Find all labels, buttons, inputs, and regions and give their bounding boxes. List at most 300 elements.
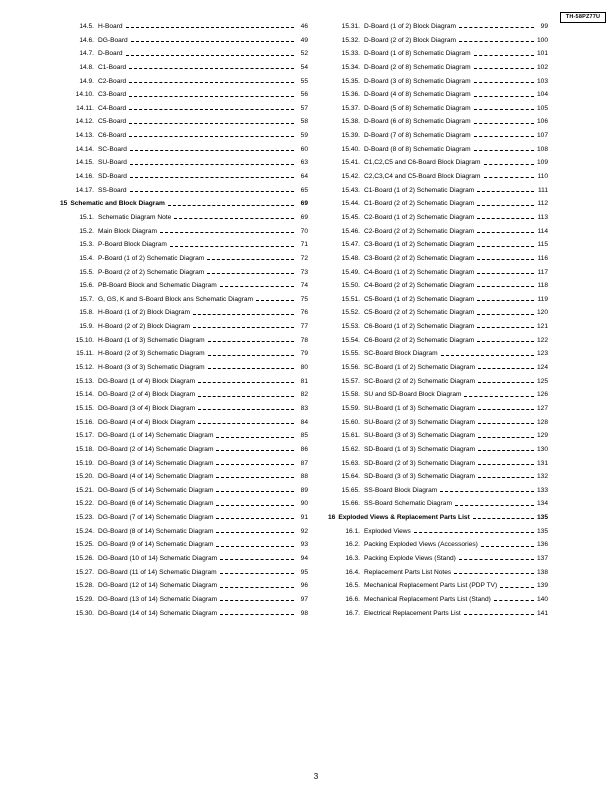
dotted-leader: [477, 246, 534, 247]
toc-entry-number: 15.10.: [75, 336, 94, 344]
toc-entry-page: 104: [536, 91, 548, 99]
dotted-leader: [477, 232, 534, 233]
toc-entry-number: 15.16.: [75, 418, 94, 426]
toc-entry-page: 115: [537, 241, 548, 249]
toc-entry: [328, 225, 548, 239]
toc-entry-page: 117: [537, 268, 548, 276]
toc-entry-page: 97: [300, 595, 308, 603]
toc-entry-page: 59: [300, 132, 308, 140]
toc-entry-title: DG-Board (2 of 4) Block Diagram: [98, 391, 196, 399]
toc-entry-number: 15.27.: [75, 568, 94, 576]
toc-entry-page: 57: [300, 104, 308, 112]
toc-entry: [60, 443, 308, 457]
toc-entry: [60, 170, 308, 184]
toc-entry: [60, 102, 308, 116]
toc-entry-number: 15.33.: [341, 50, 360, 58]
toc-entry-title: DG-Board (6 of 14) Schematic Diagram: [98, 500, 214, 508]
toc-entry-page: 141: [536, 609, 548, 617]
toc-entry-page: 139: [536, 582, 548, 590]
toc-entry: [328, 88, 548, 102]
toc-entry-number: 16.1.: [345, 527, 360, 535]
toc-entry-number: 15.32.: [341, 36, 360, 44]
toc-entry-number: 16.6.: [345, 595, 360, 603]
toc-entry-number: 15.40.: [341, 145, 360, 153]
dotted-leader: [477, 259, 534, 260]
toc-entry-number: 15.38.: [341, 118, 360, 126]
toc-entry-page: 69: [300, 213, 308, 221]
dotted-leader: [474, 68, 534, 69]
toc-entry-page: 65: [300, 186, 308, 194]
dotted-leader: [130, 150, 294, 151]
toc-entry-title: Main Block Diagram: [98, 227, 157, 235]
dotted-leader: [131, 41, 294, 42]
dotted-leader: [477, 327, 534, 328]
dotted-leader: [220, 286, 294, 287]
toc-entry-number: 15.28.: [75, 582, 94, 590]
toc-entry: [328, 197, 548, 211]
toc-entry-page: 98: [300, 609, 308, 617]
toc-entry-page: 120: [536, 309, 548, 317]
toc-entry-page: 118: [537, 282, 548, 290]
toc-entry-number: 15.59.: [341, 404, 360, 412]
toc-entry-title: SS-Board Schematic Diagram: [364, 500, 452, 508]
toc-entry-title: SU and SD-Board Block Diagram: [364, 391, 462, 399]
toc-entry-title: DG-Board (5 of 14) Schematic Diagram: [98, 486, 214, 494]
toc-entry-page: 72: [300, 254, 308, 262]
toc-entry-number: 15.66.: [341, 500, 360, 508]
toc-entry-number: 15.41.: [341, 159, 360, 167]
dotted-leader: [220, 573, 294, 574]
toc-entry-page: 92: [300, 527, 308, 535]
toc-entry: [328, 293, 548, 307]
toc-entry-title: DG-Board (2 of 14) Schematic Diagram: [98, 445, 214, 453]
toc-entry-number: 16.3.: [345, 554, 360, 562]
toc-entry: [328, 20, 548, 34]
toc-entry-page: 78: [300, 336, 308, 344]
toc-entry-title: D-Board (1 of 8) Schematic Diagram: [364, 50, 471, 58]
dotted-leader: [129, 68, 294, 69]
toc-entry-page: 64: [300, 173, 308, 181]
toc-entry-number: 15.44.: [341, 200, 360, 208]
toc-entry-title: DG-Board (14 of 14) Schematic Diagram: [98, 609, 218, 617]
toc-entry: [60, 347, 308, 361]
toc-entry-title: DG-Board (11 of 14) Schematic Diagram: [98, 568, 217, 576]
toc-entry-page: 77: [300, 323, 308, 331]
toc-entry-title: Mechanical Replacement Parts List (Stand): [364, 595, 491, 603]
toc-entry-page: 96: [300, 582, 308, 590]
toc-entry-number: 15.14.: [75, 391, 94, 399]
toc-entry-number: 15.7.: [79, 295, 94, 303]
toc-entry-title: DG-Board (4 of 14) Schematic Diagram: [98, 473, 214, 481]
toc-entry-number: 14.9.: [79, 77, 94, 85]
dotted-leader: [216, 532, 294, 533]
toc-entry-page: 76: [300, 309, 308, 317]
toc-entry: [328, 525, 548, 539]
toc-entry-number: 15.37.: [341, 104, 360, 112]
toc-entry: [328, 388, 548, 402]
toc-entry: [328, 47, 548, 61]
toc-entry-number: 15.1.: [79, 213, 94, 221]
toc-entry-title: DG-Board (9 of 14) Schematic Diagram: [98, 541, 214, 549]
toc-entry-number: 15.4.: [79, 254, 94, 262]
toc-entry-page: 132: [536, 473, 548, 481]
dotted-leader: [208, 368, 294, 369]
dotted-leader: [216, 477, 294, 478]
toc-entry: [60, 402, 308, 416]
dotted-leader: [474, 55, 534, 56]
toc-entry-page: 74: [300, 282, 308, 290]
toc-entry: [60, 306, 308, 320]
toc-entry-number: 15.62.: [341, 445, 360, 453]
toc-entry-title: SS-Board: [98, 186, 127, 194]
toc-entry-number: 15.35.: [341, 77, 360, 85]
toc-entry-title: Replacement Parts List Notes: [364, 568, 452, 576]
dotted-leader: [478, 368, 534, 369]
toc-entry: [328, 375, 548, 389]
toc-left-column: [60, 20, 308, 620]
dotted-leader: [464, 614, 534, 615]
toc-entry-page: 130: [536, 445, 548, 453]
dotted-leader: [484, 164, 534, 165]
toc-entry-title: DG-Board (12 of 14) Schematic Diagram: [98, 582, 218, 590]
toc-entry: [328, 102, 548, 116]
toc-entry-title: C4-Board (1 of 2) Schematic Diagram: [364, 268, 475, 276]
dotted-leader: [130, 177, 294, 178]
toc-entry-title: DG-Board (7 of 14) Schematic Diagram: [98, 514, 214, 522]
toc-entry-title: C5-Board: [98, 118, 127, 126]
toc-entry: [328, 470, 548, 484]
dotted-leader: [129, 123, 294, 124]
toc-entry-title: C1-Board: [98, 63, 127, 71]
toc-entry: [328, 34, 548, 48]
toc-entry-title: D-Board (3 of 8) Schematic Diagram: [364, 77, 471, 85]
toc-entry-title: C6-Board: [98, 132, 127, 140]
toc-entry: [60, 75, 308, 89]
dotted-leader: [484, 177, 534, 178]
toc-entry: [328, 579, 548, 593]
toc-entry: [60, 525, 308, 539]
page-number: 3: [313, 772, 319, 781]
toc-entry-title: D-Board (4 of 8) Schematic Diagram: [364, 91, 471, 99]
toc-entry-number: 16.2.: [345, 541, 360, 549]
toc-entry-title: Exploded Views: [364, 527, 411, 535]
toc-entry-number: 15.26.: [75, 554, 94, 562]
toc-entry-number: 15.8.: [79, 309, 94, 317]
toc-entry-number: 14.8.: [79, 63, 94, 71]
toc-entry-number: 15.5.: [79, 268, 94, 276]
toc-entry: [328, 143, 548, 157]
dotted-leader: [477, 191, 534, 192]
toc-entry-title: C1-Board (2 of 2) Schematic Diagram: [364, 200, 475, 208]
toc-entry-number: 15.15.: [75, 404, 94, 412]
toc-entry: [328, 416, 548, 430]
dotted-leader: [500, 587, 534, 588]
toc-entry: [60, 470, 308, 484]
toc-entry-number: 15.55.: [341, 350, 360, 358]
toc-entry-page: 99: [540, 23, 548, 30]
toc-entry-title: DG-Board (1 of 4) Block Diagram: [98, 377, 196, 385]
toc-entry-page: 85: [300, 432, 308, 440]
toc-entry: [328, 538, 548, 552]
toc-entry-page: 138: [536, 568, 548, 576]
toc-entry-number: 15.18.: [75, 445, 94, 453]
toc-entry-number: 14.11.: [76, 104, 94, 112]
dotted-leader: [216, 464, 294, 465]
dotted-leader: [198, 423, 294, 424]
model-number-tag: TH-58PZ77U: [560, 12, 606, 23]
toc-entry: [60, 225, 308, 239]
toc-entry: [328, 361, 548, 375]
toc-entry-title: C2-Board (1 of 2) Schematic Diagram: [364, 213, 475, 221]
toc-entry: [328, 266, 548, 280]
toc-entry-title: D-Board: [98, 50, 123, 58]
toc-entry: [328, 484, 548, 498]
toc-entry: [60, 320, 308, 334]
toc-entry-title: C2,C3,C4 and C5-Board Block Diagram: [364, 173, 481, 181]
toc-entry-page: 80: [300, 364, 308, 372]
toc-entry-number: 14.15.: [75, 159, 94, 167]
toc-entry: [60, 334, 308, 348]
dotted-leader: [474, 136, 534, 137]
toc-entry-number: 14.7.: [79, 50, 94, 58]
dotted-leader: [174, 218, 294, 219]
toc-entry-page: 116: [537, 254, 548, 262]
toc-entry-page: 135: [536, 514, 548, 522]
toc-entry-page: 83: [300, 404, 308, 412]
toc-entry-title: H-Board (1 of 2) Block Diagram: [98, 309, 190, 317]
toc-entry-number: 15.2.: [79, 227, 94, 235]
toc-entry: [328, 607, 548, 621]
toc-entry-page: 81: [300, 377, 308, 385]
toc-entry: [60, 566, 308, 580]
toc-entry-page: 119: [537, 295, 548, 303]
toc-entry: [60, 88, 308, 102]
toc-entry-page: 140: [536, 595, 548, 603]
toc-entry-page: 49: [300, 36, 308, 44]
toc-entry-title: C3-Board (1 of 2) Schematic Diagram: [364, 241, 475, 249]
toc-entry: [60, 416, 308, 430]
dotted-leader: [208, 341, 294, 342]
toc-entry-title: D-Board (2 of 2) Block Diagram: [364, 36, 456, 44]
toc-entry-page: 126: [536, 391, 548, 399]
toc-entry-title: SC-Board (2 of 2) Schematic Diagram: [364, 377, 476, 385]
dotted-leader: [494, 600, 534, 601]
toc-entry: [60, 156, 308, 170]
toc-entry-number: 15.65.: [341, 486, 360, 494]
toc-entry-number: 15.54.: [341, 336, 360, 344]
toc-entry-title: PB-Board Block and Schematic Diagram: [98, 282, 217, 290]
toc-entry-page: 60: [300, 145, 308, 153]
toc-entry: [328, 279, 548, 293]
dotted-leader: [474, 150, 534, 151]
toc-entry-number: 15.60.: [341, 418, 360, 426]
dotted-leader: [168, 205, 294, 206]
toc-entry-page: 107: [536, 132, 548, 140]
toc-entry-number: 16: [328, 514, 336, 522]
dotted-leader: [129, 96, 294, 97]
toc-entry-title: P-Board (1 of 2) Schematic Diagram: [98, 254, 205, 262]
toc-entry-page: 103: [536, 77, 548, 85]
toc-entry-number: 15.34.: [341, 63, 360, 71]
toc-entry: [60, 607, 308, 621]
toc-entry-page: 137: [536, 554, 548, 562]
toc-entry-number: 16.5.: [345, 582, 360, 590]
toc-entry-page: 63: [300, 159, 308, 167]
dotted-leader: [477, 218, 534, 219]
toc-entry-page: 101: [536, 50, 548, 58]
toc-entry-page: 102: [536, 63, 548, 71]
toc-entry: [328, 156, 548, 170]
toc-entry-page: 112: [537, 200, 548, 208]
toc-entry-number: 15.31.: [341, 23, 360, 30]
toc-entry-title: H-Board (2 of 2) Block Diagram: [98, 323, 190, 331]
toc-entry-number: 15.25.: [75, 541, 94, 549]
toc-entry-page: 121: [536, 323, 548, 331]
toc-entry-page: 108: [536, 145, 548, 153]
dotted-leader: [207, 259, 294, 260]
dotted-leader: [216, 491, 294, 492]
toc-entry-title: C2-Board: [98, 77, 127, 85]
toc-entry-title: DG-Board (3 of 14) Schematic Diagram: [98, 459, 214, 467]
toc-entry-page: 55: [300, 77, 308, 85]
toc-entry-title: SU-Board (3 of 3) Schematic Diagram: [364, 432, 476, 440]
toc-entry-number: 15.64.: [341, 473, 360, 481]
toc-entry-page: 125: [536, 377, 548, 385]
toc-entry-number: 15.20.: [75, 473, 94, 481]
toc-entry-number: 15: [60, 200, 68, 208]
dotted-leader: [220, 587, 294, 588]
toc-entry-number: 15.23.: [75, 514, 94, 522]
toc-entry-number: 15.22.: [75, 500, 94, 508]
dotted-leader: [126, 27, 294, 28]
toc-entry: [60, 115, 308, 129]
toc-entry: [60, 143, 308, 157]
dotted-leader: [220, 600, 294, 601]
toc-entry-number: 14.10.: [75, 91, 94, 99]
dotted-leader: [193, 314, 294, 315]
toc-entry: [328, 593, 548, 607]
toc-entry-title: D-Board (7 of 8) Schematic Diagram: [364, 132, 471, 140]
dotted-leader: [414, 532, 534, 533]
toc-entry-page: 127: [536, 404, 548, 412]
toc-right-column: [328, 20, 548, 620]
dotted-leader: [441, 355, 534, 356]
toc-entry-number: 15.46.: [341, 227, 360, 235]
toc-entry-title: C3-Board (2 of 2) Schematic Diagram: [364, 254, 475, 262]
toc-entry-page: 114: [537, 227, 548, 235]
toc-entry-number: 15.48.: [341, 254, 360, 262]
toc-entry-title: SD-Board (2 of 3) Schematic Diagram: [364, 459, 476, 467]
toc-entry-page: 73: [300, 268, 308, 276]
dotted-leader: [130, 164, 294, 165]
dotted-leader: [193, 327, 294, 328]
toc-entry-page: 56: [300, 91, 308, 99]
toc-entry-page: 110: [537, 173, 548, 181]
toc-entry: [328, 320, 548, 334]
toc-entry-number: 15.13.: [75, 377, 94, 385]
toc-entry-page: 79: [300, 350, 308, 358]
toc-entry: [328, 334, 548, 348]
dotted-leader: [129, 82, 294, 83]
dotted-leader: [478, 409, 534, 410]
dotted-leader: [198, 382, 294, 383]
toc-entry-page: 90: [300, 500, 308, 508]
toc-entry-title: DG-Board (4 of 4) Block Diagram: [98, 418, 196, 426]
dotted-leader: [478, 437, 534, 438]
toc-entry-title: SS-Board Block Diagram: [364, 486, 438, 494]
toc-entry-number: 15.45.: [341, 213, 360, 221]
dotted-leader: [126, 55, 294, 56]
toc-entry: [328, 129, 548, 143]
dotted-leader: [454, 573, 534, 574]
dotted-leader: [440, 491, 534, 492]
toc-entry-number: 15.17.: [75, 432, 94, 440]
toc-entry: [328, 566, 548, 580]
dotted-leader: [216, 518, 294, 519]
toc-entry-number: 15.21.: [75, 486, 94, 494]
toc-entry: [60, 279, 308, 293]
toc-entry: [60, 266, 308, 280]
toc-entry: [328, 552, 548, 566]
toc-entry: [328, 497, 548, 511]
toc-entry-page: 58: [300, 118, 308, 126]
toc-entry: [60, 497, 308, 511]
toc-entry: [60, 457, 308, 471]
toc-entry-title: Electrical Replacement Parts List: [364, 609, 461, 617]
toc-entry-page: 135: [536, 527, 548, 535]
toc-entry: [328, 429, 548, 443]
toc-entry-number: 14.12.: [75, 118, 94, 126]
toc-entry-page: 128: [536, 418, 548, 426]
toc-entry-title: SC-Board (1 of 2) Schematic Diagram: [364, 364, 476, 372]
dotted-leader: [474, 96, 534, 97]
toc-entry-title: P-Board (2 of 2) Schematic Diagram: [98, 268, 205, 276]
dotted-leader: [478, 477, 534, 478]
toc-entry-title: C1,C2,C5 and C6-Board Block Diagram: [364, 159, 481, 167]
toc-entry: [60, 61, 308, 75]
toc-entry: [60, 47, 308, 61]
toc-entry-page: 134: [536, 500, 548, 508]
toc-entry: [60, 538, 308, 552]
toc-entry-title: G, GS, K and S-Board Block ans Schematic Diagram: [98, 295, 254, 303]
toc-entry-page: 95: [300, 568, 308, 576]
toc-entry-title: DG-Board (1 of 14) Schematic Diagram: [98, 432, 214, 440]
toc-entry-number: 15.11.: [76, 350, 94, 358]
toc-entry-number: 16.7.: [345, 609, 360, 617]
toc-entry-title: H-Board (1 of 3) Schematic Diagram: [98, 336, 205, 344]
toc-section-heading: [60, 197, 308, 211]
toc-entry: [60, 34, 308, 48]
toc-entry-page: 82: [300, 391, 308, 399]
dotted-leader: [459, 27, 534, 28]
toc-entry-title: Schematic Diagram Note: [98, 213, 172, 221]
dotted-leader: [207, 273, 294, 274]
toc-entry: [328, 170, 548, 184]
toc-entry-number: 14.6.: [79, 36, 94, 44]
dotted-leader: [256, 300, 294, 301]
toc-entry-number: 14.13.: [75, 132, 94, 140]
toc-entry-title: DG-Board (13 of 14) Schematic Diagram: [98, 595, 218, 603]
toc-entry-page: 93: [300, 541, 308, 549]
toc-entry-page: 52: [300, 50, 308, 58]
toc-entry: [328, 457, 548, 471]
dotted-leader: [170, 246, 294, 247]
toc-entry-title: Packing Explode Views (Stand): [364, 554, 456, 562]
toc-entry-number: 15.58.: [341, 391, 360, 399]
toc-entry-title: C1-Board (1 of 2) Schematic Diagram: [364, 186, 475, 194]
dotted-leader: [477, 341, 534, 342]
dotted-leader: [220, 559, 294, 560]
